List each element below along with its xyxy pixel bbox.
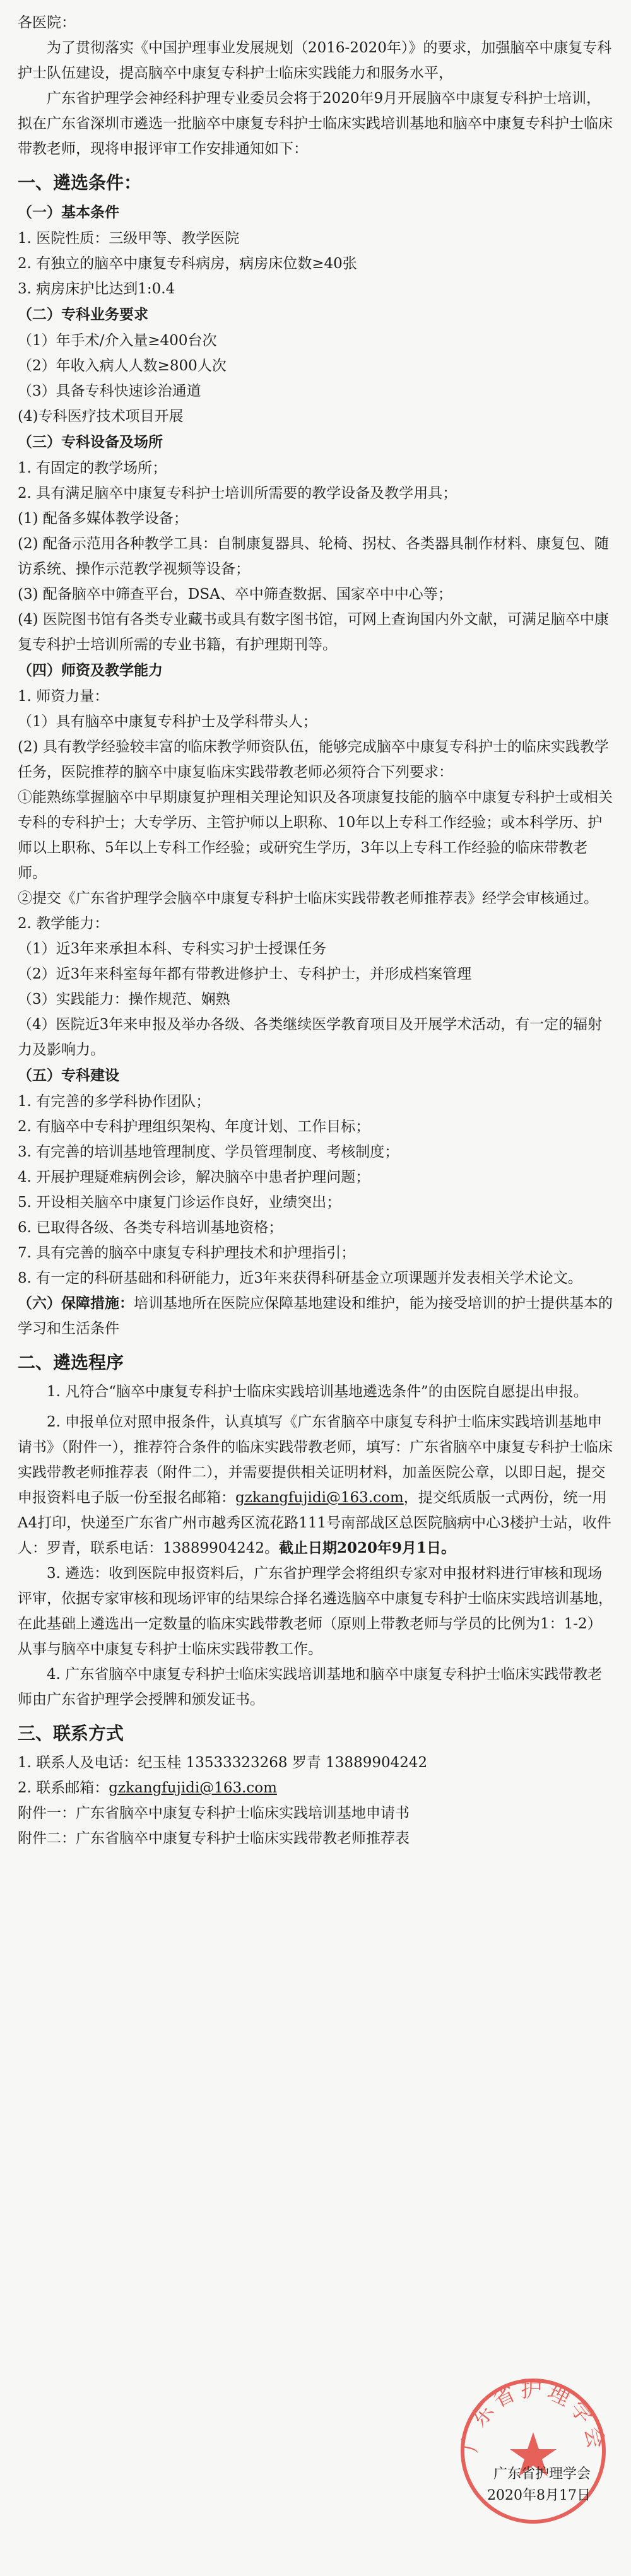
basic-condition-item: 2. 有独立的脑卒中康复专科病房，病房床位数≥40张 xyxy=(18,256,357,272)
email-label: 2. 联系邮箱： xyxy=(18,1780,109,1796)
subsection-equipment-title: （三）专科设备及场所 xyxy=(18,434,163,450)
specialty-building-item: 6. 已取得各级、各类专科培训基地资格； xyxy=(18,1220,283,1236)
procedure-paragraph-2 xyxy=(18,1409,613,1561)
guarantee-title: （六）保障措施： xyxy=(18,1295,134,1312)
email-line xyxy=(18,1775,613,1801)
contact-email-link[interactable]: gzkangfujidi@163.com xyxy=(109,1780,277,1796)
submission-email-link[interactable]: gzkangfujidi@163.com xyxy=(235,1490,404,1506)
basic-condition-item: 3. 病房床护比达到1:0.4 xyxy=(18,281,175,297)
faculty-item: （4）医院近3年来申报及举办各级、各类继续医学教育项目及开展学术活动，有一定的辐射力及影响力。 xyxy=(18,1016,603,1058)
salutation: 各医院： xyxy=(18,15,76,31)
signature-block xyxy=(487,2464,591,2507)
faculty-item: (2) 具有教学经验较丰富的临床教学师资队伍，能够完成脑卒中康复专科护士的临床实践教学任务，医院推荐的脑卒中康复临床实践带教老师必须符合下列要求： xyxy=(18,739,609,780)
signature-org: 广东省护理学会 xyxy=(493,2466,591,2482)
basic-condition-item: 1. 医院性质：三级甲等、教学医院 xyxy=(18,230,240,247)
equipment-item: (3) 配备脑卒中筛查平台，DSA、卒中筛查数据、国家卒中中心等； xyxy=(18,586,452,603)
specialty-building-item: 7. 具有完善的脑卒中康复专科护理技术和护理指引； xyxy=(18,1245,356,1261)
faculty-item: 2. 教学能力： xyxy=(18,915,109,932)
specialty-building-item: 1. 有完善的多学科协作团队； xyxy=(18,1093,211,1110)
guarantee-paragraph xyxy=(18,1291,613,1341)
business-requirement-item: (4)专科医疗技术项目开展 xyxy=(18,408,184,425)
subsection-faculty-title: （四）师资及教学能力 xyxy=(18,662,163,679)
procedure-2-text-b: ，提交纸质版一式两份，统一用A4打印，快递至广东省广州市越秀区流花路111号南部战区总医院脑病中心3楼护士站，收件人：罗青，联系电话：13889904242。 xyxy=(18,1490,611,1556)
equipment-item: (2) 配备示范用各种教学工具：自制康复器具、轮椅、拐杖、各类器具制作材料、康复包、随访系统、操作示范教学视频等设备； xyxy=(18,536,609,577)
seal-text: 广东省护理学会 xyxy=(457,2377,610,2455)
signature-date: 2020年8月17日 xyxy=(487,2488,591,2503)
equipment-item: 1. 有固定的教学场所； xyxy=(18,460,167,476)
faculty-item: （1）具有脑卒中康复专科护士及学科带头人； xyxy=(18,714,317,730)
faculty-item: （2）近3年来科室每年都有带教进修护士、专科护士，并形成档案管理 xyxy=(18,966,472,982)
procedure-paragraph-1: 1. 凡符合“脑卒中康复专科护士临床实践培训基地遴选条件”的由医院自愿提出申报。 xyxy=(47,1384,588,1400)
section-2-title: 二、遴选程序 xyxy=(18,1352,124,1373)
subsection-specialty-building-title: （五）专科建设 xyxy=(18,1067,119,1084)
attachment-2: 附件二：广东省脑卒中康复专科护士临床实践带教老师推荐表 xyxy=(18,1830,410,1847)
faculty-item: ①能熟练掌握脑卒中早期康复护理相关理论知识及各项康复技能的脑卒中康复专科护士或相关专科的专科护士；大专学历、主管护师以上职称、10年以上专科工作经验；或本科学历、护师以上职称、5年以上专科工作经验；或研究生学历，3年以上专科工作经验的临床带教老师。 xyxy=(18,789,613,881)
equipment-item: (4) 医院图书馆有各类专业藏书或具有数字图书馆，可网上查询国内外文献，可满足脑卒中康复专科护士培训所需的专业书籍，有护理期刊等。 xyxy=(18,611,609,653)
specialty-building-item: 2. 有脑卒中专科护理组织架构、年度计划、工作目标； xyxy=(18,1119,370,1135)
specialty-building-item: 4. 开展护理疑难病例会诊，解决脑卒中患者护理问题； xyxy=(18,1169,370,1185)
intro-paragraph-1: 为了贯彻落实《中国护理事业发展规划（2016-2020年）》的要求，加强脑卒中康复专科护士队伍建设，提高脑卒中康复专科护士临床实践能力和服务水平， xyxy=(18,40,612,81)
procedure-paragraph-4: 4. 广东省脑卒中康复专科护士临床实践培训基地和脑卒中康复专科护士临床实践带教老师由广东省护理学会授牌和颁发证书。 xyxy=(18,1666,603,1708)
faculty-item: ②提交《广东省护理学会脑卒中康复专科护士临床实践带教老师推荐表》经学会审核通过。 xyxy=(18,890,598,907)
deadline-text: 截止日期2020年9月1日。 xyxy=(278,1539,456,1556)
procedure-2-text-a: 2. 申报单位对照申报条件，认真填写《广东省脑卒中康复专科护士临床实践培训基地申请书》（附件一），推荐符合条件的临床实践带教老师，填写：广东省脑卒中康复专科护士临床实践带教老师推荐表（附件二），并需要提供相关证明材料，加盖医院公章，以即日起，提交申报资料电子版一份至报名邮箱： xyxy=(18,1414,613,1506)
contact-value: 纪玉桂 13533323268 罗青 13889904242 xyxy=(138,1755,428,1771)
business-requirement-item: （3）具备专科快速诊治通道 xyxy=(18,383,201,399)
equipment-item: 2. 具有满足脑卒中康复专科护士培训所需要的教学设备及教学用具； xyxy=(18,485,457,502)
business-requirement-item: （1）年手术/介入量≥400台次 xyxy=(18,332,217,349)
section-1-title: 一、遴选条件： xyxy=(18,172,142,193)
intro-paragraph-2: 广东省护理学会神经科护理专业委员会将于2020年9月开展脑卒中康复专科护士培训，拟在广东省深圳市遴选一批脑卒中康复专科护士临床实践培训基地和脑卒中康复专科护士临床带教老师，现将申报评审工作安排通知如下： xyxy=(18,90,613,157)
subsection-basic-conditions-title: （一）基本条件 xyxy=(18,204,119,221)
guarantee-text: 培训基地所在医院应保障基地建设和维护，能为接受培训的护士提供基本的学习和生活条件 xyxy=(18,1295,613,1337)
procedure-paragraph-3: 3. 遴选：收到医院申报资料后，广东省护理学会将组织专家对申报材料进行审核和现场评审，依据专家审核和现场评审的结果综合择名遴选脑卒中康复专科护士临床实践培训基地，在此基础上遴选出一定数量的临床实践带教老师（原则上带教老师与学员的比例为1：1-2）从事与脑卒中康复专科护士临床实践带教工作。 xyxy=(18,1565,613,1657)
faculty-item: （1）近3年来承担本科、专科实习护士授课任务 xyxy=(18,941,327,957)
faculty-item: （3）实践能力：操作规范、娴熟 xyxy=(18,991,230,1008)
equipment-item: (1) 配备多媒体教学设备； xyxy=(18,510,188,527)
subsection-business-requirements-title: （二）专科业务要求 xyxy=(18,307,148,323)
specialty-building-item: 8. 有一定的科研基础和科研能力，近3年来获得科研基金立项课题并发表相关学术论文。 xyxy=(18,1270,582,1286)
contact-line xyxy=(18,1750,613,1775)
faculty-item: 1. 师资力量： xyxy=(18,688,109,705)
section-3-title: 三、联系方式 xyxy=(18,1723,124,1744)
contact-label: 1. 联系人及电话： xyxy=(18,1755,138,1771)
specialty-building-item: 5. 开设相关脑卒中康复门诊运作良好，业绩突出； xyxy=(18,1194,341,1211)
notice-body xyxy=(18,10,613,1851)
attachment-1: 附件一：广东省脑卒中康复专科护士临床实践培训基地申请书 xyxy=(18,1805,410,1821)
specialty-building-item: 3. 有完善的培训基地管理制度、学员管理制度、考核制度； xyxy=(18,1144,399,1160)
business-requirement-item: （2）年收入病人人数≥800人次 xyxy=(18,358,227,374)
